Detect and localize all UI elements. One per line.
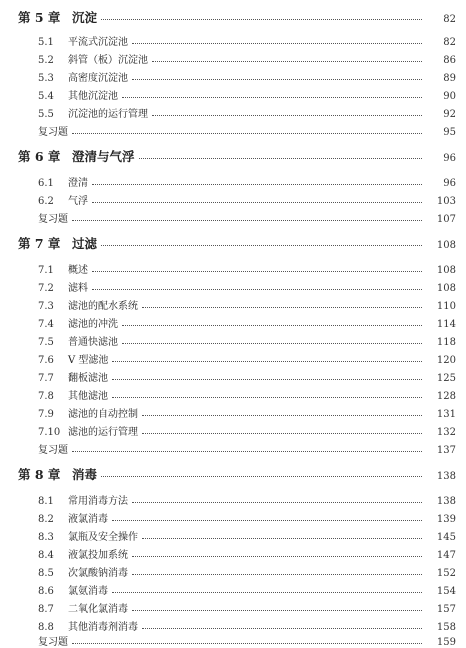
section-entry: [0, 405, 466, 420]
dot-leader: [142, 627, 422, 629]
page-number: 120: [436, 355, 456, 366]
dot-leader: [122, 342, 422, 344]
dot-leader: [72, 642, 422, 644]
section-entry: [0, 51, 466, 66]
section-entry: [0, 423, 466, 438]
section-entry: [0, 315, 466, 330]
section-entry: [0, 279, 466, 294]
page-number: 90: [443, 91, 456, 102]
section-title: 澄清: [68, 178, 88, 189]
section-entry: [0, 297, 466, 312]
section-number: 7.4: [38, 319, 54, 330]
section-title: 滤池的冲洗: [68, 319, 118, 330]
page-number: 118: [436, 337, 456, 348]
dot-leader: [142, 537, 422, 539]
dot-leader: [112, 396, 422, 398]
section-number: 7.6: [38, 355, 54, 366]
section-entry: [0, 600, 466, 615]
page-number: 145: [436, 532, 456, 543]
dot-leader: [101, 475, 422, 477]
dot-leader: [139, 157, 422, 159]
section-number: 6.1: [38, 178, 54, 189]
dot-leader: [132, 42, 422, 44]
dot-leader: [152, 114, 422, 116]
section-number: 6.2: [38, 196, 54, 207]
dot-leader: [132, 609, 422, 611]
dot-leader: [72, 219, 422, 221]
section-title: 其他消毒剂消毒: [68, 622, 138, 633]
review-entry: [0, 210, 466, 225]
section-number: 7.9: [38, 409, 54, 420]
review-title: 复习题: [38, 637, 68, 648]
section-number: 8.7: [38, 604, 54, 615]
section-number: 5.5: [38, 109, 54, 120]
page-number: 125: [436, 373, 456, 384]
page-number: 152: [436, 568, 456, 579]
section-entry: [0, 564, 466, 579]
page-number: 154: [436, 586, 456, 597]
review-title: 复习题: [38, 445, 68, 456]
section-title: 氯氨消毒: [68, 586, 108, 597]
page-number: 139: [436, 514, 456, 525]
dot-leader: [72, 132, 422, 134]
section-entry: [0, 69, 466, 84]
section-title: 其他滤池: [68, 391, 108, 402]
section-entry: [0, 33, 466, 48]
dot-leader: [112, 519, 422, 521]
section-entry: [0, 174, 466, 189]
section-entry: [0, 192, 466, 207]
section-number: 8.3: [38, 532, 54, 543]
dot-leader: [72, 450, 422, 452]
page-number: 128: [436, 391, 456, 402]
page-number: 108: [436, 240, 456, 251]
review-title: 复习题: [38, 127, 68, 138]
page-number: 147: [436, 550, 456, 561]
section-number: 5.2: [38, 55, 54, 66]
chapter-number: 第 6 章: [18, 149, 61, 164]
section-entry: [0, 546, 466, 561]
dot-leader: [92, 183, 422, 185]
section-title: 滤池的运行管理: [68, 427, 138, 438]
review-title: 复习题: [38, 214, 68, 225]
section-number: 7.10: [38, 427, 61, 438]
section-entry: [0, 333, 466, 348]
section-number: 8.4: [38, 550, 54, 561]
review-entry: [0, 633, 466, 648]
section-title: 概述: [68, 265, 88, 276]
section-entry: [0, 492, 466, 507]
chapter-heading: [0, 147, 466, 165]
section-title: 普通快滤池: [68, 337, 118, 348]
section-entry: [0, 105, 466, 120]
section-number: 7.8: [38, 391, 54, 402]
dot-leader: [101, 18, 422, 20]
section-title: 常用消毒方法: [68, 496, 128, 507]
chapter-title: 澄清与气浮: [72, 149, 135, 164]
page-number: 108: [436, 265, 456, 276]
dot-leader: [132, 78, 422, 80]
chapter-heading: [0, 465, 466, 483]
section-title: 其他沉淀池: [68, 91, 118, 102]
page-number: 96: [443, 153, 456, 164]
section-entry: [0, 369, 466, 384]
chapter-title: 沉淀: [72, 10, 98, 25]
dot-leader: [92, 288, 422, 290]
page-number: 138: [436, 471, 456, 482]
review-entry: [0, 441, 466, 456]
dot-leader: [132, 501, 422, 503]
dot-leader: [142, 414, 422, 416]
page-number: 138: [436, 496, 456, 507]
section-entry: [0, 582, 466, 597]
section-number: 8.5: [38, 568, 54, 579]
page-number: 89: [443, 73, 456, 84]
section-number: 5.1: [38, 37, 54, 48]
page-number: 86: [443, 55, 456, 66]
section-title: 高密度沉淀池: [68, 73, 128, 84]
section-number: 8.8: [38, 622, 54, 633]
page-number: 82: [443, 14, 456, 25]
section-number: 7.3: [38, 301, 54, 312]
page-number: 131: [436, 409, 456, 420]
page-number: 158: [436, 622, 456, 633]
page-number: 92: [443, 109, 456, 120]
section-number: 5.3: [38, 73, 54, 84]
dot-leader: [132, 573, 422, 575]
dot-leader: [112, 591, 422, 593]
dot-leader: [122, 96, 422, 98]
dot-leader: [152, 60, 422, 62]
section-number: 7.1: [38, 265, 54, 276]
page-number: 82: [443, 37, 456, 48]
page-number: 107: [436, 214, 456, 225]
section-title: 翻板滤池: [68, 373, 108, 384]
chapter-heading: [0, 8, 466, 26]
page-number: 103: [436, 196, 456, 207]
page-number: 159: [436, 637, 456, 648]
section-entry: [0, 387, 466, 402]
section-title: 平流式沉淀池: [68, 37, 128, 48]
section-entry: [0, 261, 466, 276]
dot-leader: [112, 360, 422, 362]
section-title: 斜管（板）沉淀池: [68, 55, 148, 66]
dot-leader: [92, 270, 422, 272]
chapter-number: 第 7 章: [18, 236, 61, 251]
section-entry: [0, 510, 466, 525]
section-entry: [0, 87, 466, 102]
dot-leader: [142, 306, 422, 308]
section-number: 8.6: [38, 586, 54, 597]
section-title: 二氧化氯消毒: [68, 604, 128, 615]
page-number: 157: [436, 604, 456, 615]
section-title: 滤料: [68, 283, 88, 294]
chapter-heading: [0, 234, 466, 252]
section-title: 液氯投加系统: [68, 550, 128, 561]
dot-leader: [142, 432, 422, 434]
page-number: 110: [436, 301, 456, 312]
chapter-title: 过滤: [72, 236, 98, 251]
chapter-title: 消毒: [72, 467, 98, 482]
chapter-number: 第 8 章: [18, 467, 61, 482]
dot-leader: [101, 244, 422, 246]
page-number: 137: [436, 445, 456, 456]
chapter-number: 第 5 章: [18, 10, 61, 25]
section-title: 滤池的自动控制: [68, 409, 138, 420]
section-number: 8.1: [38, 496, 54, 507]
dot-leader: [132, 555, 422, 557]
section-title: 次氯酸钠消毒: [68, 568, 128, 579]
section-entry: [0, 618, 466, 633]
section-number: 8.2: [38, 514, 54, 525]
page-number: 95: [443, 127, 456, 138]
section-title: 滤池的配水系统: [68, 301, 138, 312]
section-title: 沉淀池的运行管理: [68, 109, 148, 120]
page-number: 96: [443, 178, 456, 189]
section-entry: [0, 351, 466, 366]
section-number: 7.2: [38, 283, 54, 294]
review-entry: [0, 123, 466, 138]
page-number: 114: [436, 319, 456, 330]
section-entry: [0, 528, 466, 543]
section-title: V 型滤池: [68, 355, 109, 366]
section-number: 5.4: [38, 91, 54, 102]
section-number: 7.5: [38, 337, 54, 348]
dot-leader: [112, 378, 422, 380]
page-number: 132: [436, 427, 456, 438]
dot-leader: [92, 201, 422, 203]
section-title: 氯瓶及安全操作: [68, 532, 138, 543]
section-number: 7.7: [38, 373, 54, 384]
section-title: 液氯消毒: [68, 514, 108, 525]
page-number: 108: [436, 283, 456, 294]
dot-leader: [122, 324, 422, 326]
section-title: 气浮: [68, 196, 88, 207]
